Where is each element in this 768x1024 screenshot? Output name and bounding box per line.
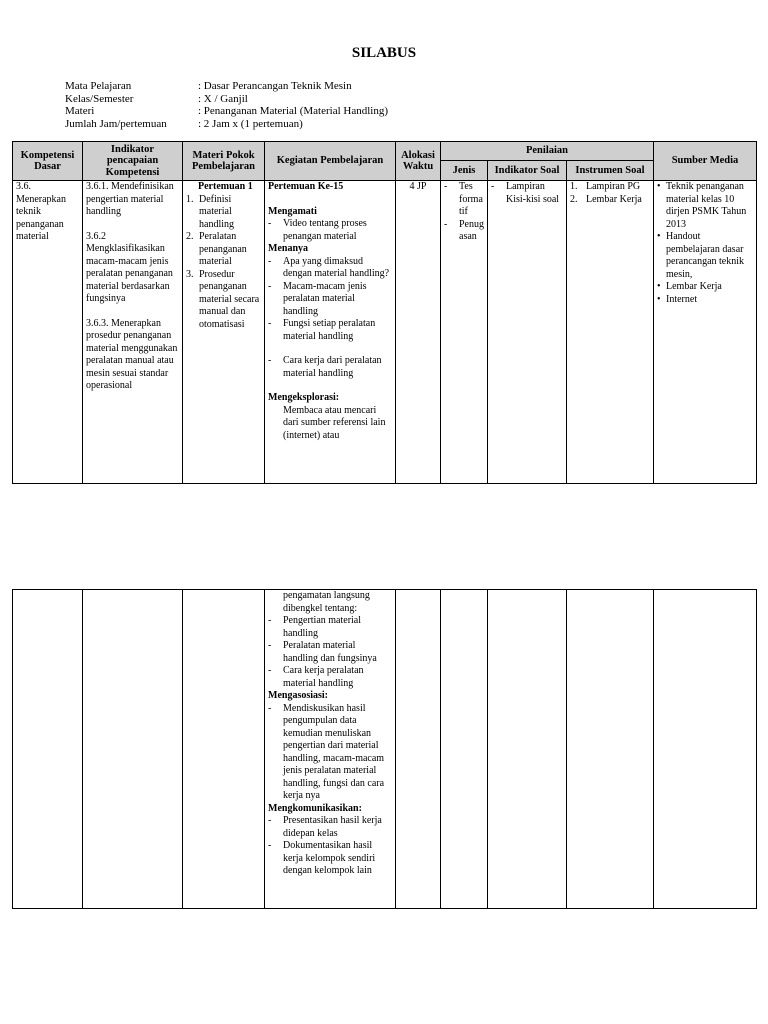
header-instrumen-soal: Instrumen Soal — [567, 161, 654, 181]
list-item — [570, 194, 650, 207]
list-item: - Lampiran Kisi-kisi soal — [491, 181, 563, 206]
list-item: - Peralatan material handling dan fungsinya — [268, 640, 392, 665]
item-text: Peralatan penanganan material — [199, 231, 247, 267]
indikator-item: 3.6.2 Mengklasifikasikan macam-macam jenis peralatan penanganan material berdasarkan fungsinya — [86, 230, 173, 304]
item-text: Lampiran PG — [586, 181, 641, 192]
item-text: Teknik penanganan material kelas 10 dirjen PSMK Tahun 2013 — [666, 181, 747, 230]
list-item: - Pengertian material handling — [268, 615, 392, 640]
cell-kegiatan-continued — [265, 590, 396, 909]
cell-indikator-soal — [488, 181, 567, 484]
header-alokasi-waktu: Alokasi Waktu — [396, 142, 441, 181]
item-text: Cara kerja dari peralatan material handling — [283, 355, 382, 379]
cell-indikator — [83, 181, 183, 484]
item-text: Pengertian material handling — [283, 615, 362, 639]
item-text: Penug asan — [459, 218, 484, 242]
meta-row — [65, 80, 388, 93]
syllabus-table — [12, 141, 757, 484]
item-text: Peralatan material handling dan fungsinya — [283, 640, 377, 664]
item-text: Mendiskusikan hasil pengumpulan data kemudian menuliskan pengertian dari material handling, macam-macam jenis peralatan material handling, fungsi dan cara kerja nya — [283, 702, 385, 801]
list-item: - Presentasikan hasil kerja didepan kelas — [268, 815, 392, 840]
mengeksplorasi-heading: Mengeksplorasi: — [268, 392, 340, 403]
item-text: Macam-macam jenis peralatan material handling — [283, 280, 367, 317]
list-item: - Dokumentasikan hasil kerja kelompok sendiri dengan kelompok lain — [268, 840, 392, 878]
cell-empty — [83, 590, 183, 909]
item-text: Tes forma tif — [459, 181, 483, 217]
item-text: Lembar Kerja — [586, 193, 642, 205]
meta-row — [65, 105, 388, 118]
list-item — [186, 269, 261, 332]
header-sumber-media: Sumber Media — [654, 142, 757, 181]
mengamati-heading: Mengamati — [268, 205, 317, 217]
meta-row — [65, 118, 388, 131]
meta-label: Mata Pelajaran — [65, 80, 132, 92]
item-text: Cara kerja peralatan material handling — [283, 665, 364, 689]
mengkomunikasikan-heading: Mengkomunikasikan: — [268, 802, 362, 814]
header-materi-pokok: Materi Pokok Pembelajaran — [183, 142, 265, 181]
list-item: - Cara kerja dari peralatan material handling — [268, 355, 392, 380]
cell-empty — [441, 590, 488, 909]
list-item: - Video tentang proses penangan material — [268, 218, 392, 243]
materi-heading: Pertemuan 1 — [198, 181, 253, 192]
list-item: - Apa yang dimaksud dengan material handling? — [268, 256, 392, 281]
cell-empty — [183, 590, 265, 909]
header-indikator: Indikator pencapaian Kompetensi — [83, 142, 183, 181]
kegiatan-heading: Pertemuan Ke-15 — [268, 181, 344, 192]
list-item — [186, 194, 261, 232]
header-penilaian: Penilaian — [441, 142, 654, 161]
list-item: - Mendiskusikan hasil pengumpulan data kemudian menuliskan pengertian dari material handling, macam-macam jenis peralatan material handling, fungsi dan cara kerja nya — [268, 703, 392, 803]
header-kegiatan: Kegiatan Pembelajaran — [265, 142, 396, 181]
continued-text: pengamatan langsung dibengkel tentang: — [283, 590, 370, 614]
item-number: 1. — [186, 193, 194, 205]
meta-value: : Dasar Perancangan Teknik Mesin — [198, 80, 352, 92]
cell-instrumen — [567, 181, 654, 484]
item-text: Video tentang proses penangan material — [283, 218, 367, 242]
item-number: 2. — [186, 231, 194, 242]
cell-alokasi: 4 JP — [396, 181, 441, 484]
item-text: Internet — [666, 293, 698, 305]
item-text: Prosedur penanganan material secara manual dan otomatisasi — [199, 268, 260, 330]
list-item: • Handout pembelajaran dasar perancangan teknik mesin, — [657, 231, 753, 281]
cell-kegiatan — [265, 181, 396, 484]
cell-empty — [488, 590, 567, 909]
mengasosiasi-heading: Mengasosiasi: — [268, 690, 328, 701]
cell-jenis — [441, 181, 488, 484]
cell-materi — [183, 181, 265, 484]
meta-label: Jumlah Jam/pertemuan — [65, 117, 167, 130]
item-text: Apa yang dimaksud dengan material handling? — [283, 255, 390, 279]
meta-label: Kelas/Semester — [65, 92, 134, 105]
list-item: • Lembar Kerja — [657, 281, 722, 292]
list-item: - Fungsi setiap peralatan material handling — [268, 318, 392, 343]
cell-kompetensi-dasar: 3.6. Menerapkan teknik penanganan material — [13, 181, 83, 484]
list-item: - Cara kerja peralatan material handling — [268, 665, 392, 690]
meta-value: : X / Ganjil — [198, 92, 248, 105]
item-text: Definisi material handling — [199, 193, 234, 230]
item-number: 1. — [570, 181, 578, 192]
menanya-heading: Menanya — [268, 243, 308, 254]
item-number: 3. — [186, 268, 194, 280]
cell-empty — [654, 590, 757, 909]
item-text: Fungsi setiap peralatan material handling — [283, 318, 376, 342]
header-indikator-soal: Indikator Soal — [488, 161, 567, 181]
list-item — [570, 181, 650, 194]
syllabus-meta — [65, 80, 388, 130]
item-text: Handout pembelajaran dasar perancangan teknik mesin, — [666, 231, 745, 280]
item-number: 2. — [570, 193, 578, 205]
indikator-item: 3.6.3. Menerapkan prosedur penanganan material menggunakan peralatan manual atau mesin sesuai standar operasional — [86, 317, 178, 391]
meta-row — [65, 93, 388, 106]
list-item: • Teknik penanganan material kelas 10 dirjen PSMK Tahun 2013 — [657, 181, 753, 231]
cell-empty — [13, 590, 83, 909]
item-text: Presentasikan hasil kerja didepan kelas — [283, 815, 382, 839]
header-kompetensi-dasar: Kompetensi Dasar — [13, 142, 83, 181]
cell-empty — [396, 590, 441, 909]
list-item — [186, 231, 261, 269]
list-item: - Macam-macam jenis peralatan material handling — [268, 281, 392, 319]
item-text: Lembar Kerja — [666, 281, 722, 292]
cell-sumber-media — [654, 181, 757, 484]
item-text: Lampiran Kisi-kisi soal — [506, 181, 560, 205]
syllabus-table-continued — [12, 589, 757, 909]
page-title: SILABUS — [351, 45, 417, 61]
mengeksplorasi-text: Membaca atau mencari dari sumber referensi lain (internet) atau — [283, 404, 386, 441]
header-jenis: Jenis — [441, 161, 488, 181]
indikator-item: 3.6.1. Mendefinisikan pengertian material handling — [86, 181, 174, 217]
list-item: - Penug asan — [444, 218, 484, 242]
list-item: • Internet — [657, 293, 698, 305]
item-text: Dokumentasikan hasil kerja kelompok sendiri dengan kelompok lain — [283, 840, 376, 876]
meta-value: : 2 Jam x (1 pertemuan) — [198, 117, 303, 130]
meta-label: Materi — [65, 105, 95, 117]
list-item: - Tes forma tif — [444, 181, 483, 217]
meta-value: : Penanganan Material (Material Handling) — [198, 105, 388, 117]
cell-empty — [567, 590, 654, 909]
